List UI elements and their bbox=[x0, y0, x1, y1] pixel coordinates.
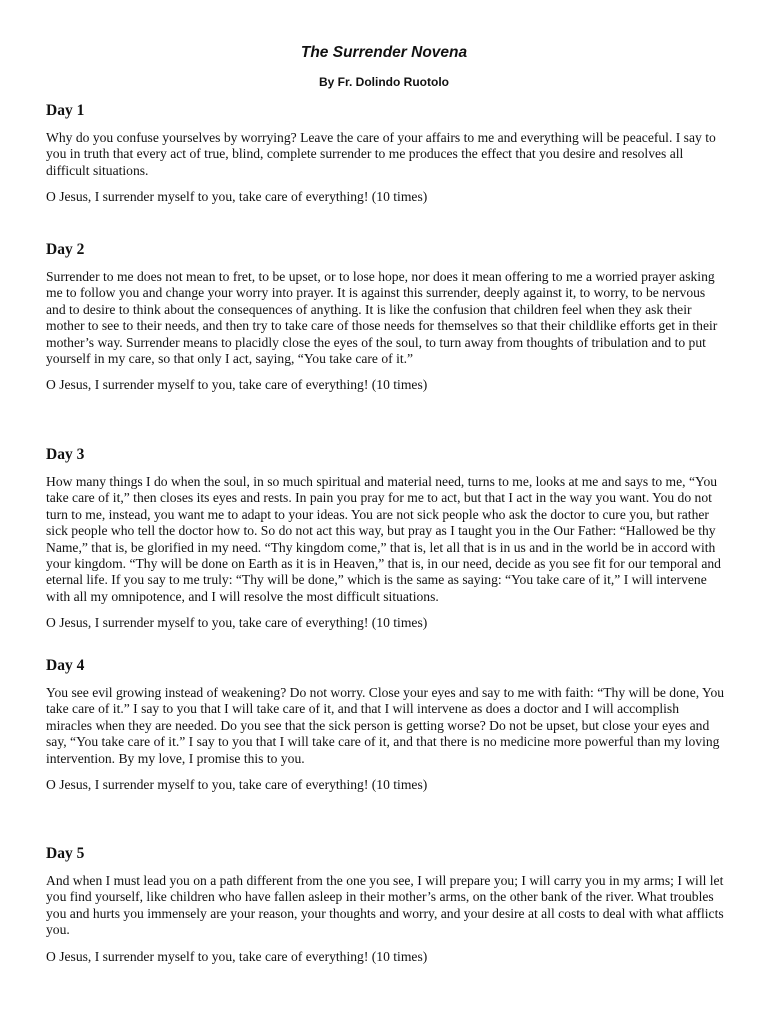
day-3-section bbox=[46, 446, 726, 632]
day-5-text: And when I must lead you on a path different from the one you see, I will prepare you; I will carry you in my arms; I will let you find yourself, like children who have fallen asleep in their mother’s arms, on the other bank of the river. What troubles you and hurts you immensely are your reason, your thoughts and worry, and your desire at all costs to deal with what afflicts you. bbox=[46, 873, 724, 938]
day-4-text: You see evil growing instead of weakening? Do not worry. Close your eyes and say to me with faith: “Thy will be done, You take care of it.” I say to you that I will take care of it, and that I will intervene as does a doctor and I will accomplish miracles when they are needed. Do you see that the sick person is getting worse? Do not be upset, but close your eyes and say, “You take care of it.” I say to you that I will take care of it, and that there is no medicine more powerful than my loving intervention. By my love, I promise this to you. bbox=[46, 685, 725, 766]
day-3-heading: Day 3 bbox=[46, 446, 85, 463]
day-4-heading: Day 4 bbox=[46, 657, 85, 674]
document-author: By Fr. Dolindo Ruotolo bbox=[319, 75, 449, 89]
day-4-section bbox=[46, 657, 726, 793]
day-1-prayer: O Jesus, I surrender myself to you, take care of everything! (10 times) bbox=[46, 189, 428, 205]
day-3-text: How many things I do when the soul, in so much spiritual and material need, turns to me, looks at me and says to me, “You take care of it,” then closes its eyes and rests. In pain you pray for me to act, but that I act in the way you want. You do not turn to me, instead, you want me to adapt to your ideas. You are not sick people who ask the doctor to cure you, but rather sick people who tell the doctor how to. So do not act this way, but pray as I taught you in the Our Father: “Hallowed be thy Name,” that is, be glorified in my need. “Thy kingdom come,” that is, let all that is in us and in the world be in accord with your kingdom. “Thy will be done on Earth as it is in Heaven,” that is, in our need, decide as you see fit for our temporal and eternal life. If you say to me truly: “Thy will be done,” which is the same as saying: “You take care of it,” I will intervene with all my omnipotence, and I will resolve the most difficult situations. bbox=[46, 474, 721, 604]
day-2-heading: Day 2 bbox=[46, 241, 85, 258]
document-title: The Surrender Novena bbox=[300, 44, 468, 61]
day-2-prayer: O Jesus, I surrender myself to you, take care of everything! (10 times) bbox=[46, 377, 428, 393]
day-5-section bbox=[46, 845, 726, 965]
day-5-prayer: O Jesus, I surrender myself to you, take care of everything! (10 times) bbox=[46, 948, 428, 964]
day-4-prayer: O Jesus, I surrender myself to you, take care of everything! (10 times) bbox=[46, 777, 428, 793]
day-2-text: Surrender to me does not mean to fret, to be upset, or to lose hope, nor does it mean offering to me a worried prayer asking me to follow you and change your worry into prayer. It is against this surrender, deeply against it, to worry, to be nervous and to desire to think about the consequences of anything. It is like the confusion that children feel when they ask their mother to see to their needs, and then try to take care of those needs for themselves so that their childlike efforts get in their mother’s way. Surrender means to placidly close the eyes of the soul, to turn away from thoughts of tribulation and to put yourself in my care, so that only I act, saying, “You take care of it.” bbox=[46, 269, 718, 367]
day-2-section bbox=[46, 241, 726, 394]
day-1-text: Why do you confuse yourselves by worrying? Leave the care of your affairs to me and everything will be peaceful. I say to you in truth that every act of true, blind, complete surrender to me produces the effect that you desire and resolves all difficult situations. bbox=[46, 130, 716, 178]
day-1-section bbox=[46, 102, 726, 206]
day-1-heading: Day 1 bbox=[46, 102, 85, 119]
day-5-heading: Day 5 bbox=[46, 845, 85, 862]
day-3-prayer: O Jesus, I surrender myself to you, take care of everything! (10 times) bbox=[46, 615, 428, 631]
